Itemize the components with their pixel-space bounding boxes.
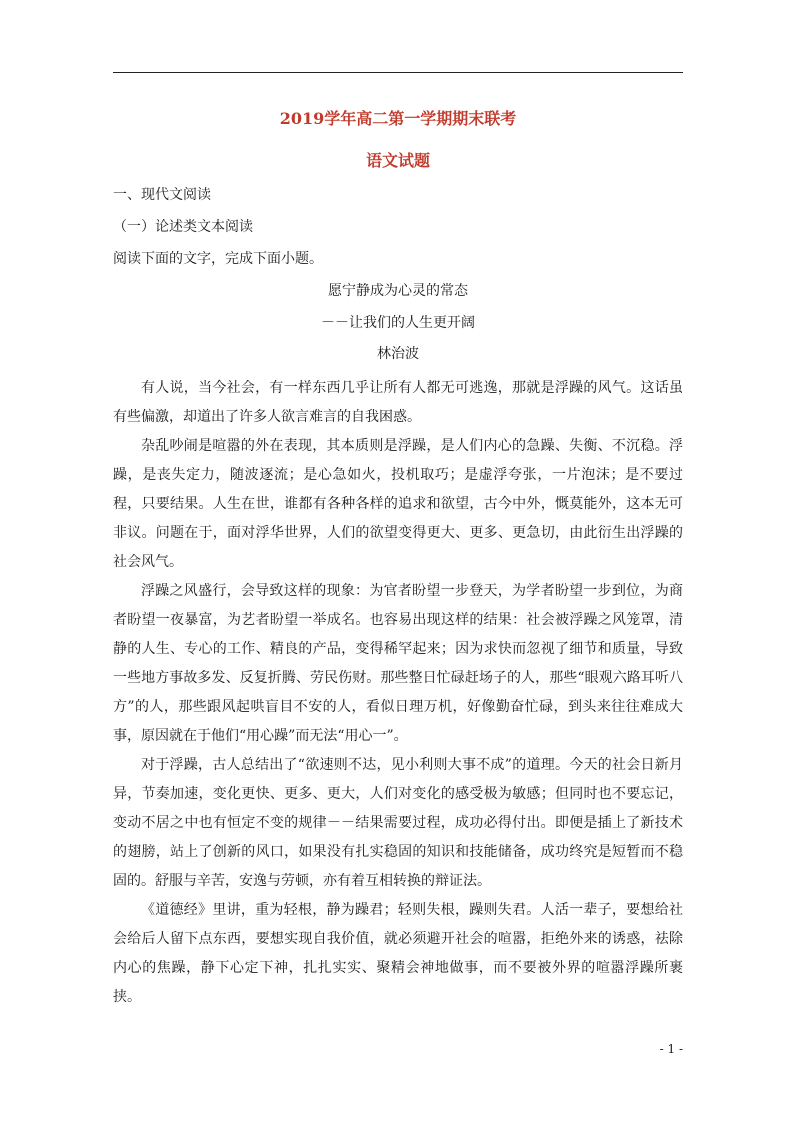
article-author: 林治波 bbox=[377, 346, 419, 362]
page-number: - 1 - bbox=[659, 1042, 683, 1056]
paragraph: 对于浮躁，古人总结出了“欲速则不达，见小利则大事不成”的道理。今天的社会日新月异，节奏加速，变化更快、更多、更大，人们对变化的感受极为敏感；但同时也不要忘记，变动不居之中也有恒定不变的规律－－结果需要过程，成功必得付出。即便是插上了新技术的翅膀，站上了创新的风口，如果没有扎实稳固的知识和技能储备，成功终究是短暂而不稳固的。舒服与辛苦，安逸与劳顿，亦有着互相转换的辩证法。 bbox=[113, 757, 683, 889]
exam-subtitle: 语文试题 bbox=[365, 151, 430, 170]
paragraph: 浮躁之风盛行，会导致这样的现象：为官者盼望一步登天，为学者盼望一步到位，为商者盼望一夜暴富，为艺者盼望一举成名。也容易出现这样的结果：社会被浮躁之风笼罩，清静的人生、专心的工作、精良的产品，变得稀罕起来；因为求快而忽视了细节和质量，导致一些地方事故多发、反复折腾、劳民伤财。那些整日忙碌赶场子的人，那些“眼观六路耳听八方”的人，那些跟风起哄盲目不安的人，看似日理万机，好像勤奋忙碌，到头来往往难成大事，原因就在于他们“用心躁”而无法“用心一”。 bbox=[113, 583, 683, 744]
header-rule bbox=[113, 72, 683, 73]
article-subtitle: －－让我们的人生更开阔 bbox=[321, 315, 475, 331]
reading-instruction: 阅读下面的文字，完成下面小题。 bbox=[113, 251, 323, 267]
exam-title: 2019学年高二第一学期期末联考 bbox=[279, 109, 517, 128]
section-heading: 一、现代文阅读 bbox=[113, 187, 211, 203]
article-title: 愿宁静成为心灵的常态 bbox=[328, 283, 468, 299]
paragraph: 杂乱吵闹是喧嚣的外在表现，其本质则是浮躁，是人们内心的急躁、失衡、不沉稳。浮躁，是丧失定力，随波逐流；是心急如火，投机取巧；是虚浮夸张，一片泡沫；是不要过程，只要结果。人生在世，谁都有各种各样的追求和欲望，古今中外，慨莫能外，这本无可非议。问题在于，面对浮华世界，人们的欲望变得更大、更多、更急切，由此衍生出浮躁的社会风气。 bbox=[113, 438, 683, 570]
paragraph: 有人说，当今社会，有一样东西几乎让所有人都无可逃逸，那就是浮躁的风气。这话虽有些偏激，却道出了许多人欲言难言的自我困惑。 bbox=[113, 380, 683, 425]
paragraph: 《道德经》里讲，重为轻根，静为躁君；轻则失根，躁则失君。人活一辈子，要想给社会给后人留下点东西，要想实现自我价值，就必须避开社会的喧嚣，拒绝外来的诱惑，祛除内心的焦躁，静下心定下神，扎扎实实、聚精会神地做事，而不要被外界的喧嚣浮躁所裹挟。 bbox=[113, 902, 683, 1005]
subsection-heading: （一）论述类文本阅读 bbox=[113, 219, 253, 235]
article-body bbox=[113, 374, 683, 1012]
